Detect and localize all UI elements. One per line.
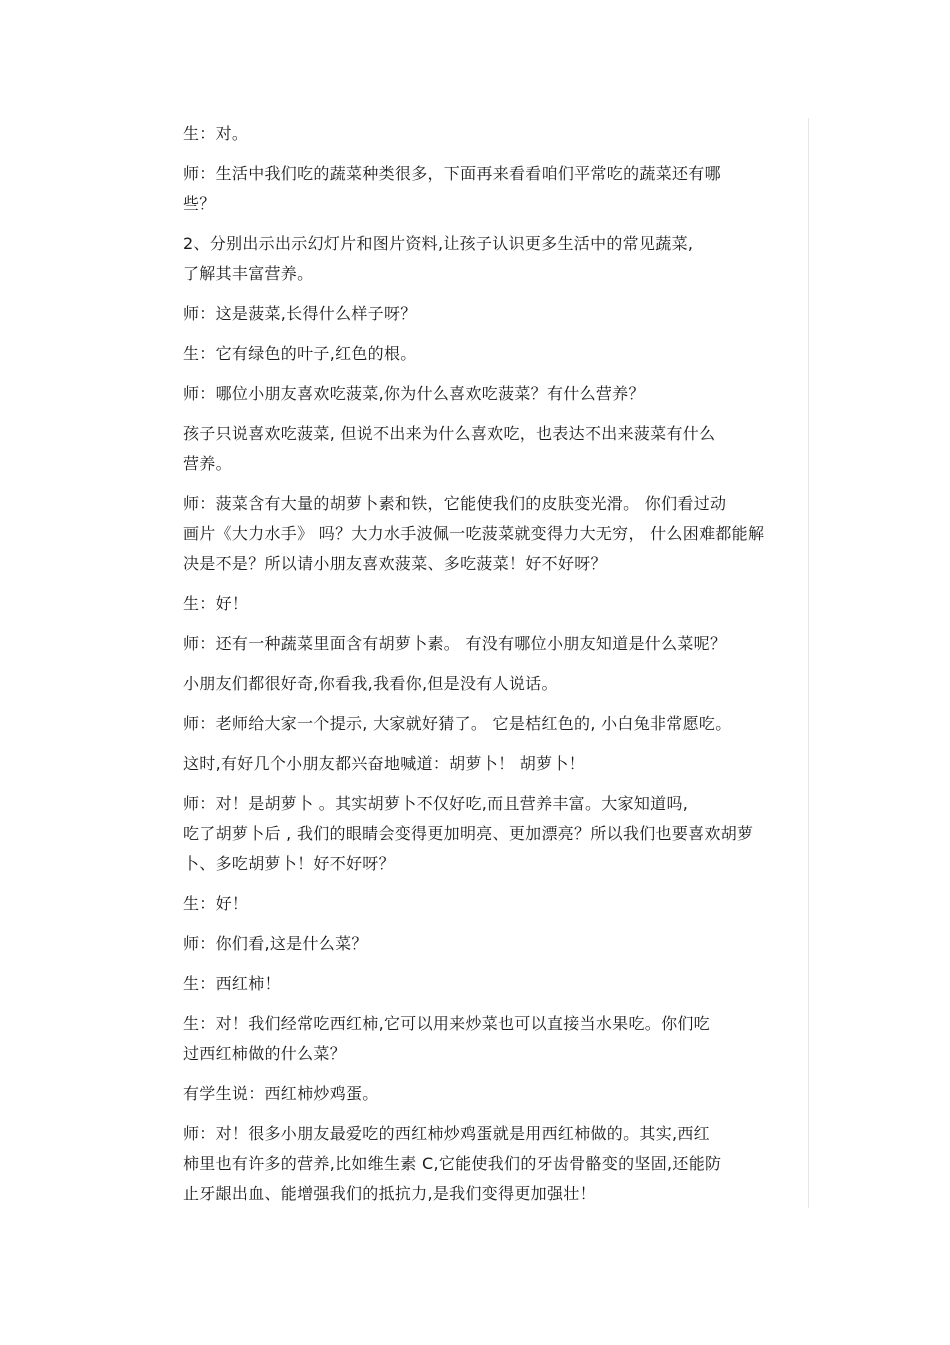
paragraph — [145, 299, 793, 329]
paragraph-line: 过西红柿做的什么菜？ — [183, 1044, 347, 1063]
paragraph — [145, 379, 793, 409]
paragraph — [145, 1079, 793, 1109]
paragraph-line: 师：对！很多小朋友最爱吃的西红柿炒鸡蛋就是用西红柿做的。其实,西红 — [183, 1124, 710, 1143]
paragraph — [145, 709, 793, 739]
paragraph — [145, 589, 793, 619]
paragraph-line: 师：对！是胡萝卜 。其实胡萝卜不仅好吃,而且营养丰富。大家知道吗, — [183, 794, 689, 813]
paragraph-line: 师：哪位小朋友喜欢吃菠菜,你为什么喜欢吃菠菜？有什么营养？ — [183, 384, 645, 403]
paragraph-line: 了解其丰富营养。 — [183, 264, 314, 283]
paragraph-line: 师：这是菠菜,长得什么样子呀？ — [183, 304, 417, 323]
margin-rule — [808, 118, 809, 1208]
paragraph — [145, 119, 793, 149]
paragraph-line: 师：生活中我们吃的蔬菜种类很多，下面再来看看咱们平常吃的蔬菜还有哪 — [183, 164, 721, 183]
paragraph-line: 生：西红柿！ — [183, 974, 281, 993]
paragraph-line: 营养。 — [183, 454, 232, 473]
paragraph-line: 决是不是？所以请小朋友喜欢菠菜、多吃菠菜！好不好呀？ — [183, 554, 607, 573]
paragraph — [145, 1009, 793, 1069]
paragraph-line: 卜、多吃胡萝卜！好不好呀？ — [183, 854, 395, 873]
paragraph — [145, 629, 793, 659]
paragraph — [145, 419, 793, 479]
paragraph — [145, 489, 793, 579]
paragraph-line: 生：好！ — [183, 594, 249, 613]
paragraph-line: 止牙龈出血、能增强我们的抵抗力,是我们变得更加强壮！ — [183, 1184, 596, 1203]
paragraph — [145, 159, 793, 219]
paragraph-line: 柿里也有许多的营养,比如维生素 C,它能使我们的牙齿骨骼变的坚固,还能防 — [183, 1154, 722, 1173]
paragraph-line: 生：对。 — [183, 124, 249, 143]
paragraph-line: 孩子只说喜欢吃菠菜, 但说不出来为什么喜欢吃，也表达不出来菠菜有什么 — [183, 424, 716, 443]
paragraph-line: 师：老师给大家一个提示, 大家就好猜了。 它是桔红色的, 小白兔非常愿吃。 — [183, 714, 732, 733]
paragraph — [145, 889, 793, 919]
paragraph-line: 2、分别出示出示幻灯片和图片资料,让孩子认识更多生活中的常见蔬菜, — [183, 234, 694, 253]
paragraph-line: 生：好！ — [183, 894, 249, 913]
paragraph — [145, 1119, 793, 1209]
paragraph-line: 吃了胡萝卜后 , 我们的眼睛会变得更加明亮、更加漂亮？所以我们也要喜欢胡萝 — [183, 824, 754, 843]
paragraph-line: 师：还有一种蔬菜里面含有胡萝卜素。 有没有哪位小朋友知道是什么菜呢？ — [183, 634, 727, 653]
paragraph-line: 这时,有好几个小朋友都兴奋地喊道：胡萝卜！ 胡萝卜！ — [183, 754, 585, 773]
paragraph-line: 生：对！我们经常吃西红柿,它可以用来炒菜也可以直接当水果吃。你们吃 — [183, 1014, 710, 1033]
paragraph — [145, 789, 793, 879]
paragraph — [145, 969, 793, 999]
document-body — [145, 119, 793, 1219]
paragraph-line: 师：你们看,这是什么菜？ — [183, 934, 368, 953]
paragraph — [145, 339, 793, 369]
paragraph — [145, 229, 793, 289]
paragraph-line: 有学生说：西红柿炒鸡蛋。 — [183, 1084, 379, 1103]
paragraph — [145, 929, 793, 959]
paragraph-line: 小朋友们都很好奇,你看我,我看你,但是没有人说话。 — [183, 674, 558, 693]
paragraph-line: 生：它有绿色的叶子,红色的根。 — [183, 344, 417, 363]
paragraph-line: 画片《大力水手》 吗？大力水手波佩一吃菠菜就变得力大无穷， 什么困难都能解 — [183, 524, 765, 543]
paragraph — [145, 669, 793, 699]
paragraph — [145, 749, 793, 779]
paragraph-line: 些？ — [183, 194, 216, 213]
paragraph-line: 师：菠菜含有大量的胡萝卜素和铁，它能使我们的皮肤变光滑。 你们看过动 — [183, 494, 727, 513]
